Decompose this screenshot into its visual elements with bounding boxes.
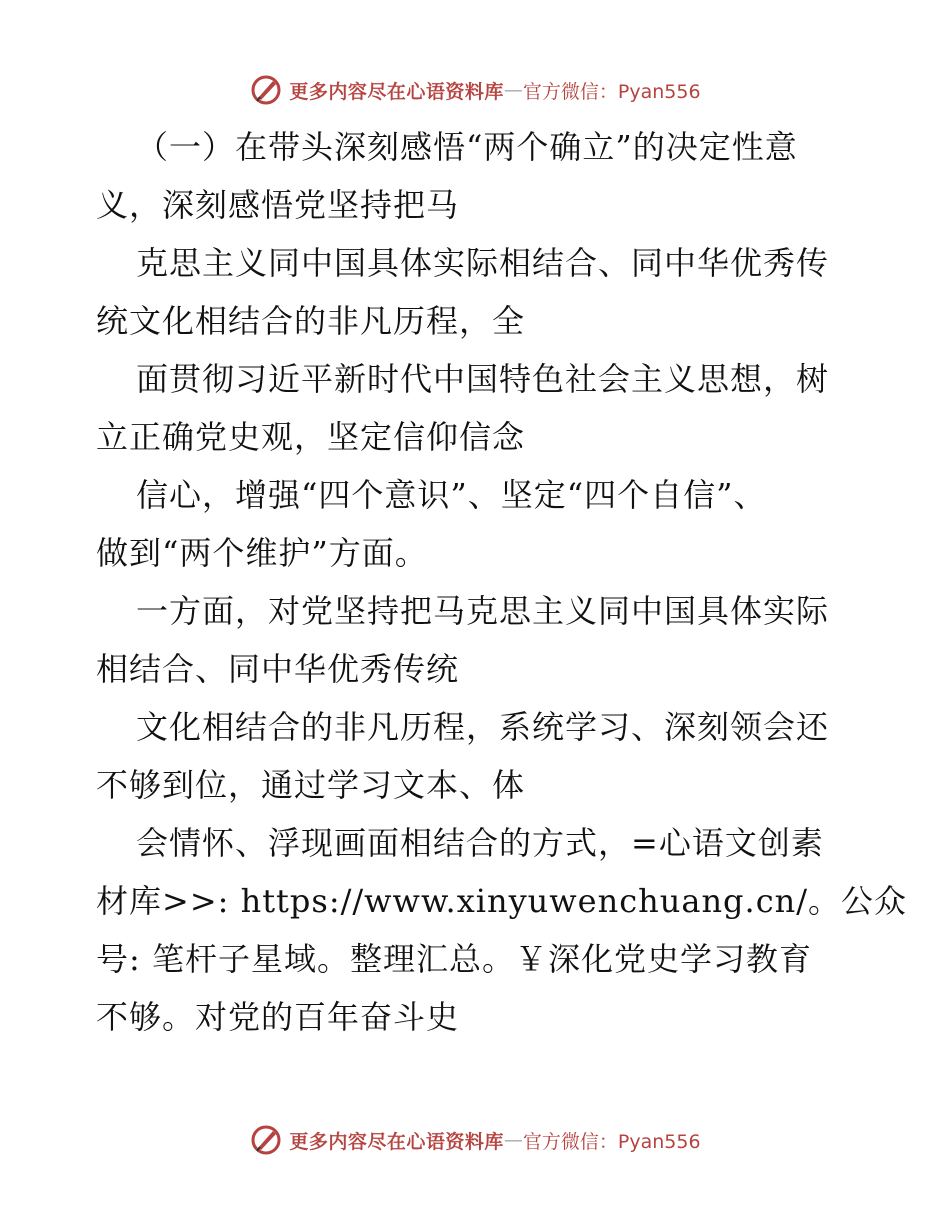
quill-logo-icon — [249, 1123, 283, 1157]
body-line: （一）在带头深刻感悟“两个确立”的决定性意 — [136, 128, 798, 166]
body-line: 不够。对党的百年奋斗史 — [96, 998, 460, 1036]
footer-watermark — [0, 1120, 950, 1160]
body-line: 号: 笔杆子星域。整理汇总。￥深化党史学习教育 — [96, 940, 812, 978]
body-line: 做到“两个维护”方面。 — [96, 534, 428, 572]
body-line: 面贯彻习近平新时代中国特色社会主义思想，树 — [136, 360, 830, 398]
body-line: 会情怀、浮现画面相结合的方式，=心语文创素 — [136, 824, 824, 862]
watermark-separator: — — [503, 79, 523, 101]
watermark-separator: — — [503, 1129, 523, 1151]
body-line: 统文化相结合的非凡历程，全 — [96, 302, 526, 340]
body-line: 材库>>: https://www.xinyuwenchuang.cn/。公众 — [96, 882, 908, 920]
body-line: 克思主义同中国具体实际相结合、同中华优秀传 — [136, 244, 830, 282]
body-line: 文化相结合的非凡历程，系统学习、深刻领会还 — [136, 708, 830, 746]
document-body — [96, 118, 908, 1046]
body-line: 信心，增强“四个意识”、坚定“四个自信”、 — [136, 476, 767, 514]
body-line: 一方面，对党坚持把马克思主义同中国具体实际 — [136, 592, 830, 630]
watermark-contact: 官方微信：Pyan556 — [522, 80, 701, 103]
body-line: 相结合、同中华优秀传统 — [96, 650, 460, 688]
body-line: 不够到位，通过学习文本、体 — [96, 766, 526, 804]
quill-logo-icon — [249, 73, 283, 107]
watermark-contact: 官方微信：Pyan556 — [522, 1130, 701, 1153]
body-line: 义，深刻感悟党坚持把马 — [96, 186, 460, 224]
watermark-brand: 更多内容尽在心语资料库 — [289, 80, 504, 103]
watermark-brand: 更多内容尽在心语资料库 — [289, 1130, 504, 1153]
header-watermark — [0, 70, 950, 110]
body-line: 立正确党史观，坚定信仰信念 — [96, 418, 526, 456]
